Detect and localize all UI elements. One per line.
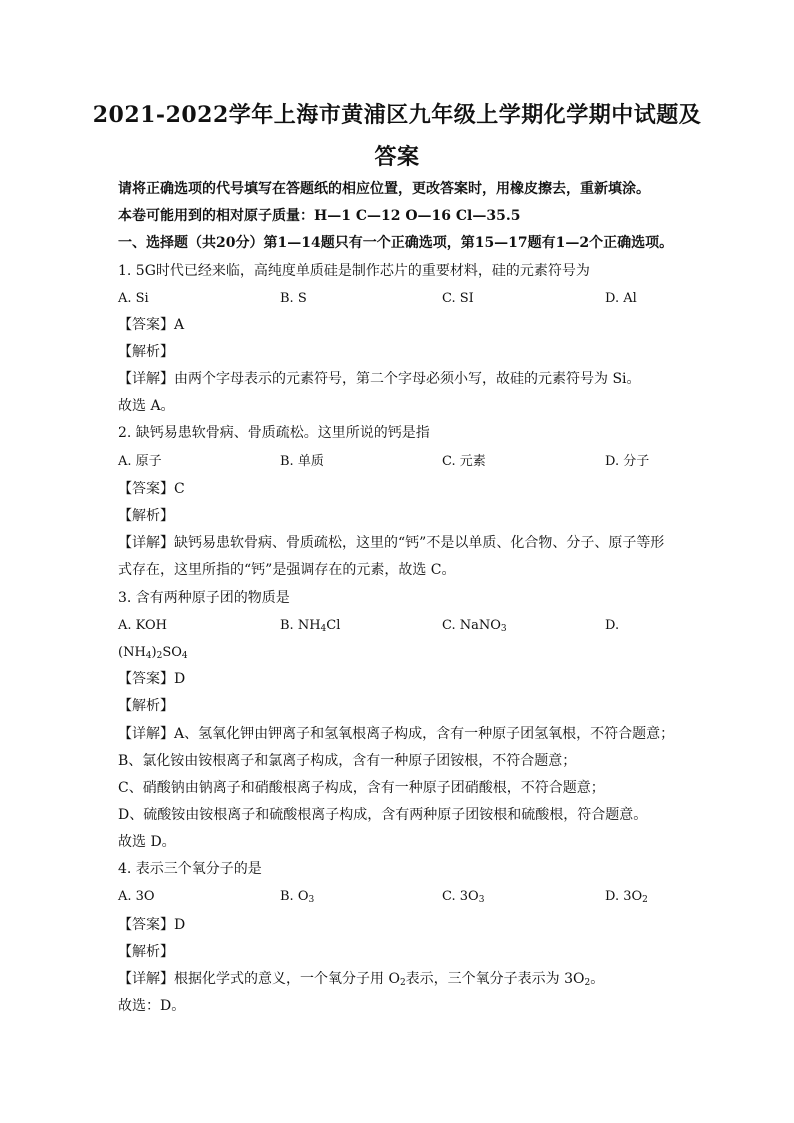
q3-answer	[118, 670, 185, 688]
answer-label: 【答案】	[118, 481, 174, 497]
formula-subscript: 3	[308, 895, 315, 905]
q3-detail-d: D、硫酸铵由铵根离子和硫酸根离子构成，含有两种原子团铵根和硫酸根，符合题意。	[118, 807, 648, 823]
q1-stem: 1. 5G时代已经来临，高纯度单质硅是制作芯片的重要材料，硅的元素符号为	[118, 263, 590, 279]
detail-text: 表示，三个氧分子表示为 3O	[405, 971, 585, 987]
detail-text: 根据化学式的意义，一个氧分子用 O	[174, 971, 400, 987]
q2-detail-cont: 式存在，这里所指的“钙”是强调存在的元素，故选 C。	[118, 562, 456, 578]
section-heading: 一、选择题（共20分）第1—14题只有一个正确选项，第15—17题有1—2个正确选项。	[118, 235, 674, 251]
answer-label: 【答案】	[118, 671, 174, 687]
formula-text: B. O	[280, 889, 309, 904]
q3-option-d: D.	[605, 618, 620, 633]
q3-detail-c: C、硝酸钠由钠离子和硝酸根离子构成，含有一种原子团硝酸根，不符合题意；	[118, 780, 605, 796]
detail-label: 【详解】	[118, 726, 174, 742]
q4-option-b	[280, 888, 314, 906]
formula-text: SO	[162, 645, 182, 660]
q4-stem: 4. 表示三个氧分子的是	[118, 861, 262, 877]
q4-detail	[118, 970, 604, 988]
q2-analysis-label: 【解析】	[118, 508, 174, 524]
q1-option-a: A. Si	[118, 291, 149, 306]
q3-option-a: A. KOH	[118, 618, 168, 633]
q1-detail	[118, 370, 641, 388]
q4-option-c	[442, 888, 484, 906]
q4-conclusion: 故选：D。	[118, 998, 186, 1014]
atomic-masses: 本卷可能用到的相对原子质量：H—1 C—12 O—16 Cl—35.5	[118, 208, 521, 224]
formula-subscript: 2	[399, 978, 406, 988]
q4-analysis-label: 【解析】	[118, 944, 174, 960]
formula-subscript: 3	[500, 624, 507, 634]
answer-value: A	[174, 317, 185, 333]
q1-option-d: D. Al	[605, 291, 637, 306]
formula-subscript: 2	[156, 651, 163, 661]
q3-conclusion: 故选 D。	[118, 834, 176, 850]
formula-text: C. 3O	[442, 889, 479, 904]
q3-detail	[118, 725, 674, 743]
q1-option-b: B. S	[280, 291, 307, 306]
formula-text: (NH	[118, 645, 146, 660]
q3-detail-b: B、氯化铵由铵根离子和氯离子构成，含有一种原子团铵根，不符合题意；	[118, 753, 577, 769]
q3-analysis-label: 【解析】	[118, 698, 174, 714]
formula-subscript: 3	[478, 895, 485, 905]
q1-answer	[118, 316, 184, 334]
formula-subscript: 4	[145, 651, 152, 661]
formula-text: B. NH	[280, 618, 321, 633]
q2-option-a: A. 原子	[118, 454, 162, 469]
q4-option-a: A. 3O	[118, 889, 155, 904]
q3-option-d-formula	[118, 644, 188, 662]
q3-option-b	[280, 617, 340, 635]
q2-answer	[118, 480, 185, 498]
detail-text: 。	[590, 971, 605, 987]
detail-label: 【详解】	[118, 535, 174, 551]
formula-subscript: 2	[584, 978, 591, 988]
answer-value: D	[174, 917, 186, 933]
answer-value: D	[174, 671, 186, 687]
q2-stem: 2. 缺钙易患软骨病、骨质疏松。这里所说的钙是指	[118, 425, 430, 441]
q2-detail	[118, 534, 664, 552]
document-title-line2: 答案	[374, 144, 420, 170]
q1-analysis-label: 【解析】	[118, 344, 174, 360]
q3-stem: 3. 含有两种原子团的物质是	[118, 590, 290, 606]
formula-subscript: 2	[642, 895, 648, 905]
formula-text: D. 3O	[605, 889, 643, 904]
formula-text: Cl	[326, 618, 341, 633]
q3-option-c	[442, 617, 507, 635]
q1-option-c: C. SI	[442, 291, 474, 306]
detail-text: A、氢氧化钾由钾离子和氢氧根离子构成，含有一种原子团氢氧根，不符合题意；	[174, 726, 675, 742]
detail-label: 【详解】	[118, 371, 174, 387]
q4-option-d	[605, 888, 648, 906]
formula-text: C. NaNO	[442, 618, 501, 633]
detail-label: 【详解】	[118, 971, 174, 987]
formula-subscript: 4	[181, 651, 188, 661]
detail-text: 由两个字母表示的元素符号，第二个字母必须小写，故硅的元素符号为 Si。	[174, 371, 641, 387]
formula-text: )	[151, 645, 157, 660]
answer-label: 【答案】	[118, 917, 174, 933]
q1-conclusion: 故选 A。	[118, 398, 175, 414]
q2-option-d: D. 分子	[605, 454, 650, 469]
formula-subscript: 4	[320, 624, 327, 634]
q2-option-c: C. 元素	[442, 454, 486, 469]
answer-value: C	[174, 481, 185, 497]
instructions: 请将正确选项的代号填写在答题纸的相应位置，更改答案时，用橡皮擦去，重新填涂。	[118, 181, 650, 197]
answer-label: 【答案】	[118, 317, 174, 333]
q4-answer	[118, 916, 185, 934]
detail-text: 缺钙易患软骨病、骨质疏松，这里的“钙”不是以单质、化合物、分子、原子等形	[174, 535, 665, 551]
document-title-line1: 2021-2022学年上海市黄浦区九年级上学期化学期中试题及	[92, 102, 702, 128]
q2-option-b: B. 单质	[280, 454, 324, 469]
